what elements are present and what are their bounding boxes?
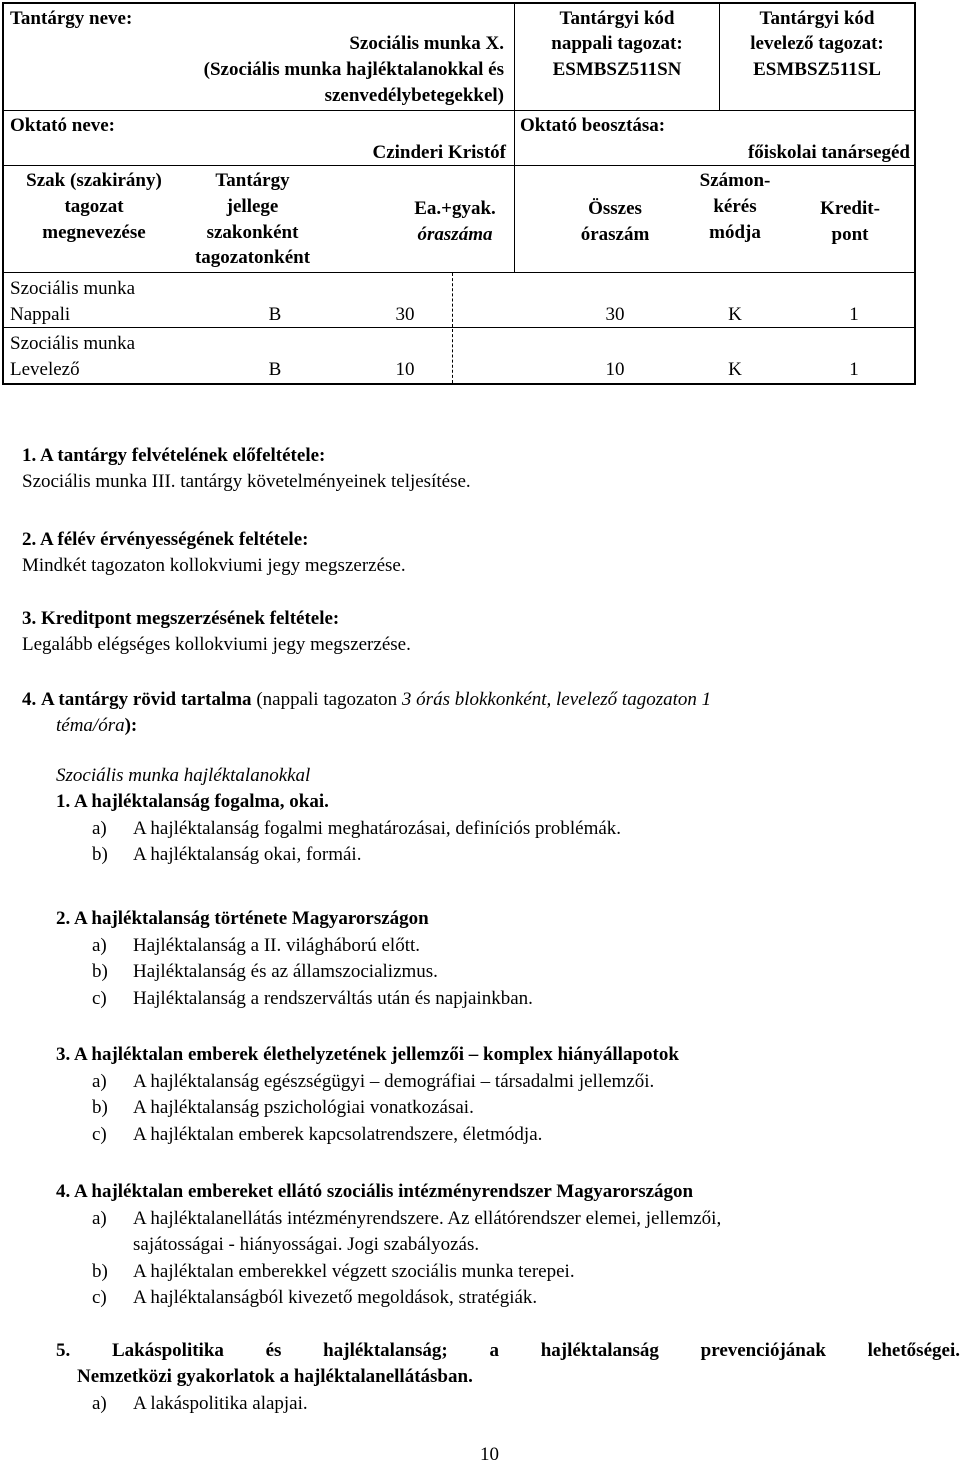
- section-number: 4.: [22, 689, 37, 710]
- topic-item-text: A hajléktalanság okai, formái.: [133, 844, 362, 865]
- row-total: 10: [605, 359, 625, 380]
- section-number: 2.: [22, 529, 37, 550]
- section-heading: [22, 689, 902, 712]
- topic-item-text: A hajléktalanellátás intézményrendszere. Az ellátórendszer elemei, jellemzői,: [133, 1207, 722, 1229]
- subject-name-line: (Szociális munka hajléktalanokkal és: [203, 59, 504, 80]
- topic-item-label: c): [92, 987, 107, 1009]
- position-value: főiskolai tanársegéd: [747, 142, 910, 163]
- topic-item-label: b): [92, 844, 108, 865]
- row-exam: K: [728, 304, 742, 325]
- position-label: Oktató beosztása:: [520, 115, 666, 136]
- header-line: kérés: [713, 195, 757, 217]
- topic-title: 2. A hajléktalanság története Magyarországon: [56, 908, 429, 929]
- topic-item-text: A hajléktalanság pszichológiai vonatkozásai.: [133, 1097, 474, 1118]
- section-number: 1.: [22, 445, 37, 466]
- topic-item-text: A hajléktalan emberek kapcsolatrendszere, életmódja.: [133, 1123, 543, 1145]
- row-name: Szociális munka: [10, 333, 136, 354]
- topic-title: [56, 1340, 960, 1363]
- topic-item-label: c): [92, 1287, 107, 1308]
- header-line: Szak (szakirány): [26, 170, 162, 191]
- header-line: Összes: [588, 198, 642, 219]
- section-title: A tantárgy rövid tartalma: [41, 689, 252, 710]
- header-line: Tantárgy: [215, 170, 290, 191]
- section-heading: [22, 445, 325, 468]
- row-type: B: [268, 304, 282, 325]
- topic-title-word: prevenciójának: [700, 1340, 826, 1361]
- row-mode: Nappali: [10, 304, 71, 325]
- row-exam: K: [728, 359, 742, 380]
- row-credit: 1: [849, 304, 859, 325]
- section-number: 3.: [22, 608, 37, 629]
- row-mode: Levelező: [10, 359, 80, 380]
- header-exam: [680, 170, 790, 244]
- code-corr-line: levelező tagozat:: [750, 33, 884, 54]
- section-note: (nappali tagozaton: [251, 689, 402, 710]
- section-note-close: ):: [124, 715, 138, 736]
- topic-item-text: A hajléktalanság egészségügyi – demográfiai – társadalmi jellemzői.: [133, 1070, 655, 1092]
- section-heading-cont: [56, 715, 137, 738]
- topic-title: 1. A hajléktalanság fogalma, okai.: [56, 791, 329, 812]
- topic-title-word: 5.: [56, 1340, 71, 1361]
- code-day-value: ESMBSZ511SN: [552, 59, 682, 80]
- section-note-italic: téma/óra: [56, 715, 125, 736]
- section-note-italic: 3 órás blokkonként, levelező tagozaton 1: [401, 689, 712, 710]
- header-credit: [790, 198, 910, 247]
- header-hours-a: Ea.+gyak.: [414, 198, 496, 219]
- topic-item-text: Hajléktalanság és az államszocializmus.: [133, 961, 438, 982]
- header-line: pont: [831, 223, 869, 245]
- section-title: A tantárgy felvételének előfeltétele:: [39, 445, 326, 466]
- topic-item-label: b): [92, 1260, 108, 1282]
- header-total: [545, 198, 685, 247]
- header-line: módja: [709, 221, 761, 243]
- topic-item-text: A hajléktalan emberekkel végzett szociális munka terepei.: [133, 1260, 575, 1282]
- section-title: Kreditpont megszerzésének feltétele:: [41, 608, 340, 629]
- topic-title-word: Lakáspolitika: [111, 1340, 224, 1361]
- header-major: [4, 170, 184, 244]
- topic-title: 3. A hajléktalan emberek élethelyzetének jellemzői – komplex hiányállapotok: [56, 1044, 679, 1065]
- topic-item-label: a): [92, 1070, 107, 1092]
- topic-item-label: a): [92, 934, 107, 956]
- code-corr-line: Tantárgyi kód: [759, 8, 875, 29]
- header-line: óraszám: [580, 223, 650, 245]
- subheading: Szociális munka hajléktalanokkal: [56, 765, 311, 786]
- section-text: Legalább elégséges kollokviumi jegy megszerzése.: [22, 634, 411, 655]
- topic-item-label: a): [92, 817, 107, 839]
- topic-title-word: hajléktalanság: [540, 1340, 659, 1361]
- topic-item-label: b): [92, 1097, 108, 1118]
- teacher-name: Czinderi Kristóf: [372, 142, 506, 163]
- topic-item-label: c): [92, 1123, 107, 1145]
- topic-item-label: a): [92, 1207, 107, 1229]
- topic-item-label: b): [92, 961, 108, 982]
- code-corr-value: ESMBSZ511SL: [753, 59, 881, 80]
- topic-item-text: A hajléktalanságból kivezető megoldások, stratégiák.: [133, 1287, 538, 1308]
- section-heading: [22, 529, 308, 552]
- subject-name-line: Szociális munka X.: [349, 33, 504, 54]
- row-type: B: [268, 359, 282, 380]
- header-line: jellege: [226, 195, 279, 217]
- header-line: szakonként: [206, 221, 299, 243]
- header-line: tagozat: [64, 195, 124, 217]
- topic-item-text: sajátosságai - hiányosságai. Jogi szabályozás.: [133, 1234, 480, 1255]
- section-title: A félév érvényességének feltétele:: [39, 529, 309, 550]
- header-line: Kredit-: [820, 198, 880, 219]
- row-total: 30: [605, 304, 625, 325]
- header-type: [190, 170, 315, 270]
- topic-title-word: a: [489, 1340, 499, 1361]
- header-line: megnevezése: [42, 221, 146, 243]
- subject-name-line: szenvedélybetegekkel): [324, 85, 504, 106]
- code-day-line: nappali tagozat:: [551, 33, 683, 54]
- section-heading: [22, 608, 339, 631]
- topic-item-text: Hajléktalanság a II. világháború előtt.: [133, 934, 421, 956]
- row-credit: 1: [849, 359, 859, 380]
- row-hours: 10: [395, 359, 415, 380]
- topic-title: 4. A hajléktalan embereket ellátó szociális intézményrendszer Magyarországon: [56, 1181, 694, 1202]
- topic-title-word: és: [265, 1340, 282, 1361]
- topic-title-word: hajléktalanság;: [323, 1340, 448, 1361]
- topic-title-word: lehetőségei.: [867, 1340, 960, 1361]
- header-hours-b: óraszáma: [417, 224, 493, 245]
- topic-item-label: a): [92, 1393, 107, 1414]
- topic-title-cont: Nemzetközi gyakorlatok a hajléktalanellátásban.: [77, 1366, 473, 1387]
- section-text: Szociális munka III. tantárgy követelményeinek teljesítése.: [22, 471, 471, 492]
- topic-item-text: A hajléktalanság fogalmi meghatározásai, definíciós problémák.: [133, 817, 622, 839]
- header-line: tagozatonként: [194, 247, 311, 269]
- topic-item-text: A lakáspolitika alapjai.: [133, 1393, 308, 1414]
- section-text: Mindkét tagozaton kollokviumi jegy megszerzése.: [22, 555, 406, 576]
- page-number: 10: [480, 1444, 499, 1465]
- header-line: Számon-: [699, 170, 771, 191]
- row-name: Szociális munka: [10, 278, 136, 299]
- code-day-line: Tantárgyi kód: [559, 8, 675, 29]
- subject-name-label: Tantárgy neve:: [10, 8, 133, 29]
- teacher-label: Oktató neve:: [10, 115, 116, 136]
- row-hours: 30: [395, 304, 415, 325]
- topic-item-text: Hajléktalanság a rendszerváltás után és napjainkban.: [133, 987, 533, 1009]
